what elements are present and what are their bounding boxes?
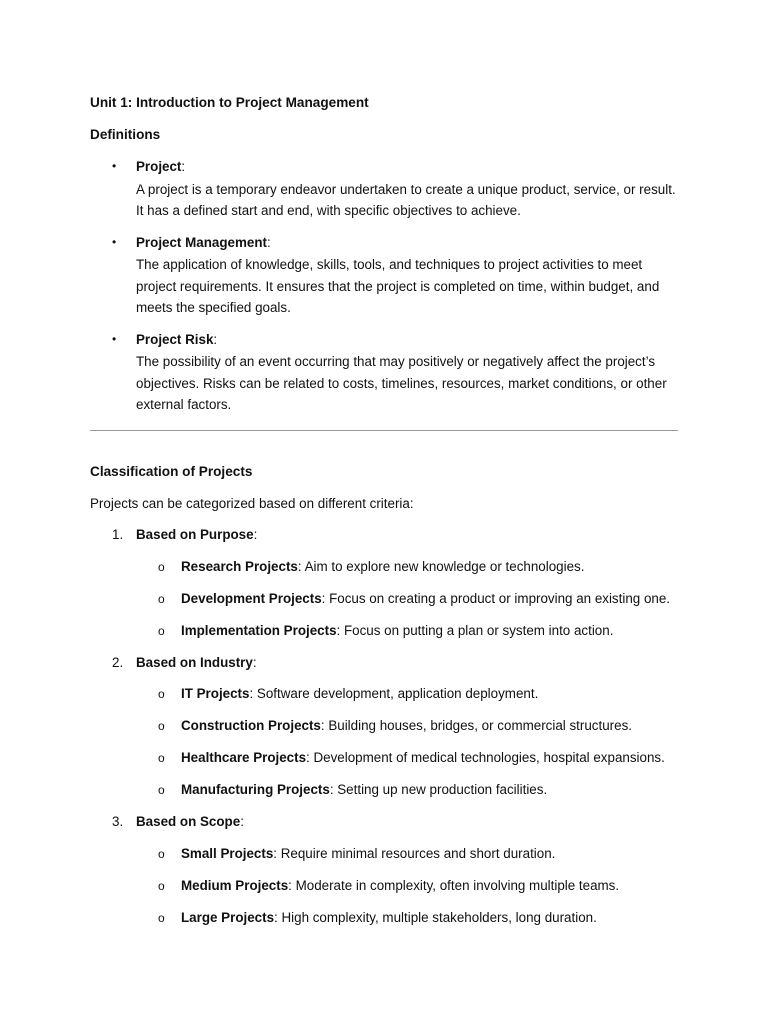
definitions-list: [90, 156, 678, 416]
circle-bullet-icon: o: [158, 559, 165, 574]
definition-colon: :: [266, 234, 271, 250]
category-colon: :: [253, 527, 258, 542]
subcategory-text: : Require minimal resources and short duration.: [273, 845, 556, 861]
subcategory-item: [90, 875, 678, 897]
subcategory-text: : Software development, application deployment.: [249, 686, 539, 701]
subcategory-text: : Moderate in complexity, often involving multiple teams.: [288, 877, 620, 893]
definition-colon: :: [181, 159, 186, 174]
category-item: [90, 811, 678, 833]
category-item: [90, 652, 678, 674]
circle-bullet-icon: o: [158, 623, 165, 638]
circle-bullet-icon: o: [158, 591, 165, 606]
category-colon: :: [240, 814, 244, 829]
circle-bullet-icon: o: [158, 783, 165, 797]
circle-bullet-icon: o: [158, 751, 165, 765]
section-divider: [90, 430, 678, 431]
category-label: Based on Purpose: [136, 527, 254, 542]
subcategory-term: Manufacturing Projects: [181, 782, 330, 797]
circle-bullet-icon: o: [158, 846, 165, 861]
subcategory-text: : Building houses, bridges, or commercial structures.: [320, 718, 632, 733]
subcategory-item: [90, 779, 678, 801]
bullet-icon: •: [112, 234, 117, 249]
categories-list: [90, 524, 678, 928]
circle-bullet-icon: o: [158, 687, 165, 701]
definition-term: Project: [136, 159, 182, 174]
definition-term: Project Management: [136, 234, 267, 250]
definition-text: A project is a temporary endeavor undertaken to create a unique product, service, or result. It has a defined start and end, with specific objectives to achieve.: [136, 181, 676, 218]
subcategory-term: Development Projects: [181, 590, 322, 606]
bullet-icon: •: [112, 159, 117, 173]
category-item: [90, 524, 678, 546]
category-label: Based on Scope: [136, 814, 241, 829]
definition-text: The application of knowledge, skills, tools, and techniques to project activities to meet project requirements. It ensures that the project is completed on time, within budget, and meets the specified goals.: [136, 257, 660, 315]
subcategory-term: Medium Projects: [181, 877, 289, 893]
subcategory-item: [90, 747, 678, 769]
definition-item: [90, 156, 678, 222]
classification-intro: Projects can be categorized based on different criteria:: [90, 495, 414, 511]
subcategory-item: [90, 588, 678, 610]
subcategory-term: Small Projects: [181, 845, 274, 861]
subcategory-term: Healthcare Projects: [181, 750, 307, 765]
category-colon: :: [252, 654, 257, 670]
subcategory-text: : Focus on putting a plan or system into action.: [336, 622, 614, 638]
definitions-heading: Definitions: [90, 127, 161, 142]
circle-bullet-icon: o: [158, 878, 165, 893]
circle-bullet-icon: o: [158, 719, 165, 733]
subcategory-text: : Development of medical technologies, hospital expansions.: [306, 750, 665, 765]
circle-bullet-icon: o: [158, 910, 165, 925]
subcategory-term: Research Projects: [181, 558, 298, 574]
subcategory-text: : Aim to explore new knowledge or technologies.: [297, 558, 585, 574]
bullet-icon: •: [112, 331, 117, 346]
subcategory-item: [90, 556, 678, 578]
category-number: 2.: [112, 654, 124, 670]
definition-item: [90, 329, 678, 416]
subcategory-term: Construction Projects: [181, 718, 321, 733]
subcategory-item: [90, 683, 678, 705]
category-number: 3.: [112, 814, 124, 829]
subcategory-term: Large Projects: [181, 909, 275, 925]
unit-title: Unit 1: Introduction to Project Management: [90, 95, 369, 110]
definition-item: [90, 232, 678, 319]
subcategory-item: [90, 715, 678, 737]
definition-colon: :: [213, 331, 218, 347]
category-number: 1.: [112, 527, 124, 542]
definition-text: The possibility of an event occurring that may positively or negatively affect the project’s objectives. Risks can be related to costs, timelines, resources, market conditions, or other external factors.: [136, 354, 667, 412]
definition-term: Project Risk: [136, 331, 214, 347]
subcategory-text: : High complexity, multiple stakeholders, long duration.: [274, 909, 597, 925]
classification-heading: Classification of Projects: [90, 463, 253, 479]
subcategory-item: [90, 907, 678, 929]
subcategory-term: Implementation Projects: [181, 622, 337, 638]
category-label: Based on Industry: [136, 654, 253, 670]
subcategory-item: [90, 620, 678, 642]
subcategory-item: [90, 843, 678, 865]
subcategory-text: : Setting up new production facilities.: [329, 782, 548, 797]
subcategory-term: IT Projects: [181, 686, 250, 701]
subcategory-text: : Focus on creating a product or improving an existing one.: [321, 590, 671, 606]
